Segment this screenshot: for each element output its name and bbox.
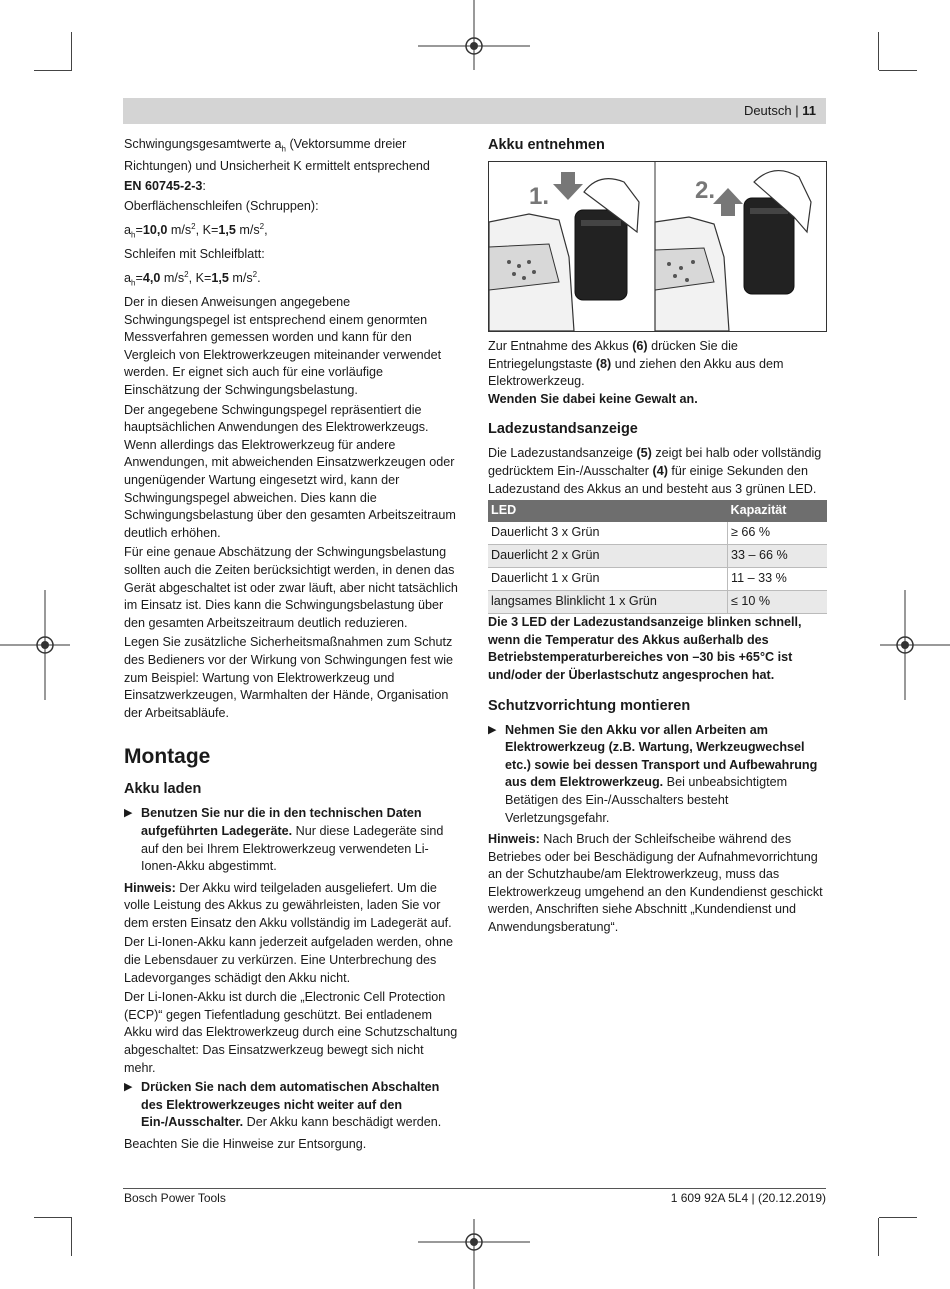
footer-doc-id: 1 609 92A 5L4 | (20.12.2019): [670, 1191, 826, 1205]
paragraph: Der in diesen Anweisungen angegebene Schwingungspegel ist entsprechend einem genormten Messverfahren gemessen worden und kann für den Vergleich von Elektrowerkzeugen miteinander verwendet werden. Er eignet sich auch für eine vorläufige Einschätzung der Schwingungsbelastung.: [124, 295, 442, 398]
right-column: [488, 136, 827, 939]
table-row: [488, 568, 827, 591]
paragraph: Der Li-Ionen-Akku kann jederzeit aufgeladen werden, ohne die Lebensdauer zu verkürzen. Eine Unterbrechung des Ladevorganges schädigt den Akku nicht.: [124, 935, 454, 985]
paragraph: Legen Sie zusätzliche Sicherheitsmaßnahmen zum Schutz des Bedieners vor der Wirkung von Schwingungen fest wie zum Beispiel: Wartung von Elektrowerkzeug und Einsatzwerkzeugen, Warmhalten der Hände, Organisation der Arbeitsabläufe.: [124, 635, 454, 720]
table-cell: 33 – 66 %: [728, 545, 828, 568]
vibration-intro: Schwingungsgesamtwerte $a_h$ (Vektorsumme dreier Richtungen) und Unsicherheit K ermittelt entsprechend: [124, 137, 430, 174]
left-column: [124, 136, 458, 1156]
led-capacity-table: [488, 500, 827, 614]
crop-mark: [34, 1217, 72, 1218]
crop-mark: [71, 32, 72, 70]
tool-body-illustration: [489, 179, 639, 331]
table-header-capacity: Kapazität: [728, 500, 828, 522]
standard-line: EN 60745-2-3:: [124, 178, 206, 193]
table-header-row: [488, 500, 827, 522]
bullet-arrow-icon: ▶: [488, 723, 497, 736]
table-cell: ≥ 66 %: [728, 522, 828, 545]
page-number: 11: [802, 103, 816, 118]
section-title-akku-entnehmen: Akku entnehmen: [488, 137, 605, 153]
step-2-label: 2.: [695, 177, 716, 204]
removal-instruction: Zur Entnahme des Akkus (6) drücken Sie die Entriegelungstaste (8) und ziehen den Akku aus dem Elektrowerkzeug. Wenden Sie dabei keine Gewalt an.: [488, 339, 784, 406]
table-cell: Dauerlicht 1 x Grün: [488, 568, 728, 591]
surface-grinding-label: Oberflächenschleifen (Schruppen):: [124, 199, 319, 214]
registration-mark-icon: [0, 590, 70, 700]
header-language: Deutsch: [743, 103, 792, 118]
paragraph: Der angegebene Schwingungspegel repräsentiert die hauptsächlichen Anwendungen des Elektrowerkzeugs. Wenn allerdings das Elektrowerkzeug für andere Anwendungen, mit abweichenden Einsatzwerkzeugen oder ungenügender Wartung eingesetzt wird, kann der Schwingungspegel abweichen. Dies kann die Schwingungsbelastung über den gesamten Arbeitszeitraum deutlich erhöhen.: [124, 402, 456, 540]
section-title-ladezustand: Ladezustandsanzeige: [488, 421, 638, 438]
paragraph: Für eine genaue Abschätzung der Schwingungsbelastung sollten auch die Zeiten berücksichtigt werden, in denen das Gerät abgeschaltet ist oder zwar läuft, aber nicht tatsächlich im Einsatz ist. Dies kann die Schwingungsbelastung über den gesamten Arbeitszeitraum deutlich reduzieren.: [124, 545, 458, 630]
up-arrow-icon: [713, 188, 743, 216]
table-cell: 11 – 33 %: [728, 568, 828, 591]
paragraph: Beachten Sie die Hinweise zur Entsorgung.: [124, 1137, 367, 1152]
bullet-arrow-icon: ▶: [124, 807, 133, 820]
section-title-akku-laden: Akku laden: [124, 781, 202, 798]
charge-indicator-description: Die Ladezustandsanzeige (5) zeigt bei halb oder vollständig gedrücktem Ein-/Ausschalter (4) für einige Sekunden den Ladezustand des Akkus an und besteht aus 3 grünen LED.: [488, 446, 822, 496]
registration-mark-icon: [418, 1219, 530, 1289]
crop-mark: [879, 1217, 917, 1218]
table-row: [488, 545, 827, 568]
crop-mark: [878, 1218, 879, 1256]
crop-mark: [879, 70, 917, 71]
list-item: ▶ Drücken Sie nach dem automatischen Abschalten des Elektrowerkzeuges nicht weiter auf den Ein-/Ausschalter. Der Akku kann beschädigt werden.: [124, 1080, 442, 1130]
list-item: ▶ Nehmen Sie den Akku vor allen Arbeiten am Elektrowerkzeug (z.B. Wartung, Werkzeugwechsel etc.) sowie bei dessen Transport und Aufbewahrung aus dem Elektrowerkzeug. Bei unbeabsichtigtem Betätigen des Ein-/Ausschalters besteht Verletzungsgefahr.: [488, 722, 818, 825]
hint: Hinweis: Der Akku wird teilgeladen ausgeliefert. Um die volle Leistung des Akkus zu gewährleisten, laden Sie vor dem ersten Einsatz den Akku vollständig im Ladegerät auf.: [124, 880, 452, 930]
surface-grinding-values: $a_h=10,0$ $m/s^2$, K=1,5 $m/s^2$,: [124, 221, 268, 240]
table-header-led: LED: [488, 500, 728, 522]
footer-brand: Bosch Power Tools: [124, 1191, 226, 1205]
sanding-values: $a_h=4,0$ $m/s^2$, K=1,5 $m/s^2$.: [124, 269, 261, 288]
registration-mark-icon: [418, 0, 530, 70]
table-cell: Dauerlicht 3 x Grün: [488, 522, 728, 545]
table-cell: Dauerlicht 2 x Grün: [488, 545, 728, 568]
step-1-label: 1.: [529, 183, 550, 210]
table-row: [488, 591, 827, 614]
sanding-label: Schleifen mit Schleifblatt:: [124, 247, 265, 262]
crop-mark: [71, 1218, 72, 1256]
crop-mark: [34, 70, 72, 71]
battery-removal-illustration: [488, 161, 827, 332]
crop-mark: [878, 32, 879, 70]
footer-divider: [123, 1188, 826, 1189]
down-arrow-icon: [553, 172, 583, 200]
table-row: [488, 522, 827, 545]
table-cell: langsames Blinklicht 1 x Grün: [488, 591, 728, 614]
paragraph: Der Li-Ionen-Akku ist durch die „Electronic Cell Protection (ECP)“ gegen Tiefentladung geschützt. Bei entladenem Akku wird das Elektrowerkzeug durch eine Schutzschaltung abgeschaltet: Das Einsatzwerkzeug bewegt sich nicht mehr.: [124, 990, 458, 1075]
registration-mark-icon: [880, 590, 950, 700]
page-header: [123, 98, 826, 124]
header-text: Deutsch | 11: [743, 103, 816, 118]
table-cell: ≤ 10 %: [728, 591, 828, 614]
list-item: ▶ Benutzen Sie nur die in den technischen Daten aufgeführten Ladegeräte. Nur diese Ladegeräte sind auf den bei Ihrem Elektrowerkzeug verwendeten Li-Ionen-Akku abgestimmt.: [124, 806, 444, 874]
section-title-schutzvorrichtung: Schutzvorrichtung montieren: [488, 697, 691, 714]
chapter-title: Montage: [124, 745, 211, 769]
bullet-arrow-icon: ▶: [124, 1081, 133, 1094]
hint: Hinweis: Nach Bruch der Schleifscheibe während des Betriebes oder bei Beschädigung der Aufnahmevorrichtung an der Schutzhaube/am Elektrowerkzeug, muss das Elektrowerkzeug umgehend an den Kundendienst geschickt werden, Anschriften siehe Abschnitt „Kundendienst und Anwendungsberatung“.: [488, 832, 823, 935]
led-warning: Die 3 LED der Ladezustandsanzeige blinken schnell, wenn die Temperatur des Akkus außerhalb des Betriebstemperaturbereiches von –30 bis +65°C ist und/oder der Überlastschutz angesprochen hat.: [488, 615, 802, 682]
